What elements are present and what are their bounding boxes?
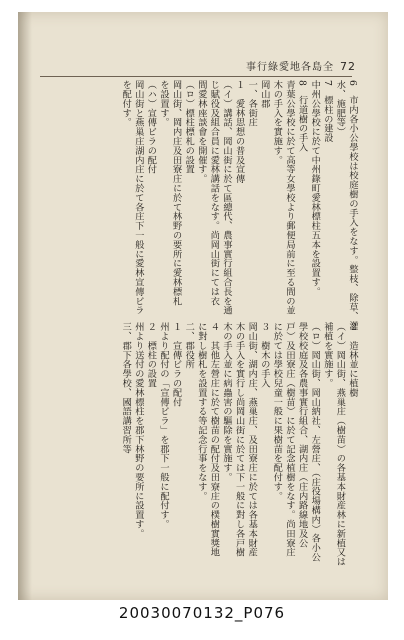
- text-column: ２ 標柱の設置: [145, 322, 157, 388]
- text-column: に於ては學校兒童一般に果樹苗を配付す。: [271, 322, 283, 501]
- running-header: [246, 58, 356, 73]
- page-number: 72: [340, 60, 356, 73]
- text-column: （イ）岡山街、燕巢庄（樹苗）の各基本財産林に新植又は: [334, 322, 346, 567]
- text-column: （ロ）岡山街、岡山納社、左營庄、（庄役場構内）各小公: [309, 322, 321, 562]
- text-column: 7 標柱の建設: [321, 80, 333, 143]
- text-column: 州より配付の「宣傳ビラ」を郡下一般に配付す。: [158, 322, 169, 529]
- text-column: 6 市内各小公學校は校庭樹の手入をなす。整枝、除草、灌: [347, 80, 358, 331]
- text-column: 戸）及田寮庄（樹苗）に於て記念植樹をなす。尚田寮庄: [284, 322, 295, 557]
- header-title: 事行綠愛地各島全: [246, 62, 334, 73]
- text-column: に對し樹札を設置する等記念行事をなす。: [195, 322, 207, 501]
- text-column: 岡山街、湖内庄、燕巢庄、及田寮庄に於ては各基本財産: [246, 322, 258, 557]
- text-column: を設置す。: [158, 80, 169, 127]
- text-column: （ハ）宣傳ビラの配付: [145, 80, 157, 174]
- binding-shadow: [18, 12, 32, 600]
- text-column: 岡山街と燕巢庄湖内庄に於て各庄下一般に愛林宣傳ビラ: [132, 80, 144, 315]
- text-column: 中州公學校に於て中州錄町愛林標柱五本を設置す。: [309, 80, 321, 297]
- text-column: 青葉公學校に於て高等女學校より郵便局前に至る間の並: [284, 80, 295, 315]
- text-column: 一、各街庄: [246, 80, 258, 127]
- text-column: 二、郡役所: [183, 322, 195, 369]
- text-column: 岡山街、岡内庄及田寮庄に於て林野の要所に愛林標札: [170, 80, 182, 306]
- text-column: （ロ）標柱標札の設置: [183, 80, 195, 174]
- text-column: 8 行道樹の手入: [296, 80, 308, 152]
- text-column: 間愛林座談會を開催す。: [195, 80, 207, 184]
- text-column: ３ 樹木の手入: [258, 322, 270, 388]
- text-column: 補植を實施す。: [321, 322, 333, 388]
- text-column: 水、施肥等）: [334, 80, 346, 137]
- text-column: 岡山郡: [258, 80, 270, 109]
- text-column: 木の手入を實行し尚岡山街に於ては下一般に對し各戸樹: [233, 322, 245, 557]
- text-column: 三、郡下各學校、國語講習所等: [120, 322, 132, 454]
- text-column: 學校校庭及各農事實行組合、湖内庄（庄内路線地及公: [296, 322, 308, 548]
- text-column: 州より送付の愛林標柱を郡下林野の要所に設置す。: [132, 322, 144, 539]
- header-rule: [40, 76, 352, 77]
- text-column: （イ）講話、岡山街に於て區總代、農事實行組合長を通: [221, 80, 232, 315]
- text-column: １ 愛林思想の普及宣傳: [233, 80, 245, 184]
- text-column: 木の手入並に病蟲害の驅除を實施す。: [221, 322, 232, 482]
- text-column: 木の手入を實施す。: [271, 80, 283, 165]
- text-column: を配付す。: [120, 80, 132, 127]
- text-column: １ 宣傳ビラの配付: [170, 322, 182, 407]
- text-column: じ賦役及組合員に愛林講話をなす。尚岡山街にては衣: [208, 80, 220, 306]
- text-column: ４ 其他左營庄に於て樹苗の配付及田寮庄の樸樹實獎地: [208, 322, 220, 557]
- text-column: ２ 造林並に植樹: [347, 322, 358, 398]
- catalog-label: 20030070132_P076: [118, 604, 286, 622]
